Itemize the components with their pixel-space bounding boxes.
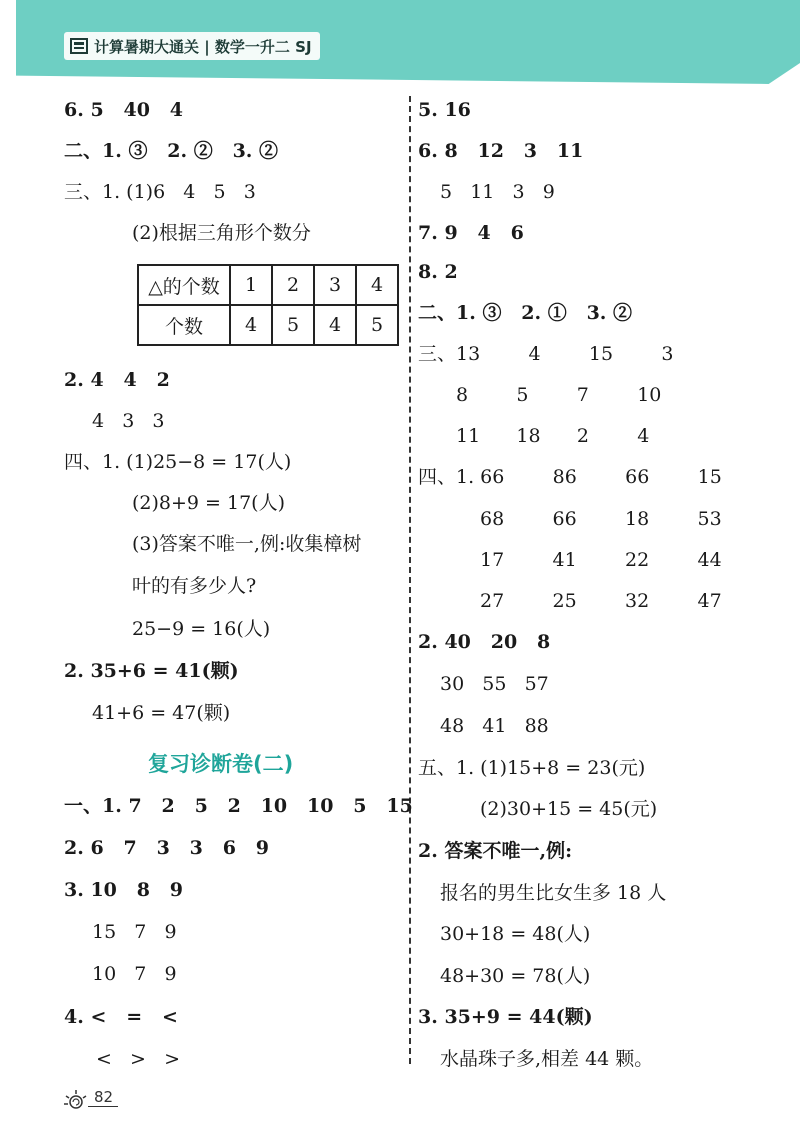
answer-line: < > > — [96, 1048, 180, 1070]
answer-line: 8. 2 — [418, 261, 458, 283]
answer-line: 二、1. ③ 2. ① 3. ② — [418, 302, 633, 324]
page-number: 82 — [94, 1088, 114, 1106]
answer-line: 2. 4 4 2 — [64, 369, 170, 391]
header-title-tag — [64, 32, 320, 60]
table-cell: 5 — [272, 305, 314, 345]
table-cell: 4 — [230, 305, 272, 345]
table-cell: 2 — [272, 265, 314, 305]
answer-line: 6. 5 40 4 — [64, 99, 184, 121]
answer-line: 2. 40 20 8 — [418, 631, 551, 653]
table-cell: 1 — [230, 265, 272, 305]
sun-swirl-icon — [62, 1086, 90, 1114]
answer-line: 41+6 = 47(颗) — [92, 702, 231, 724]
answer-line: 报名的男生比女生多 18 人 — [440, 882, 667, 904]
table-row — [138, 305, 398, 345]
answer-line: 4. < = < — [64, 1006, 178, 1028]
answer-line: 30 55 57 — [440, 673, 549, 695]
table-cell: △的个数 — [138, 265, 230, 305]
answer-line: 48+30 = 78(人) — [440, 965, 591, 987]
header-title: 计算暑期大通关 | 数学一升二 SJ — [94, 37, 312, 56]
answer-line: 8 5 7 10 — [456, 384, 662, 406]
book-icon — [70, 38, 88, 54]
answer-line: 4 3 3 — [92, 410, 165, 432]
table-row — [138, 265, 398, 305]
answer-line: 15 7 9 — [92, 921, 177, 943]
answer-line: 2. 6 7 3 3 6 9 — [64, 837, 269, 859]
answer-line: 17 41 22 44 — [480, 549, 722, 571]
answer-line: 48 41 88 — [440, 715, 549, 737]
answer-line: 5 11 3 9 — [440, 181, 555, 203]
answer-line: 三、13 4 15 3 — [418, 343, 674, 365]
footer-rule — [88, 1106, 118, 1107]
answer-line: 叶的有多少人? — [132, 575, 257, 597]
answer-line: (2)根据三角形个数分 — [132, 222, 311, 244]
answer-line: 27 25 32 47 — [480, 590, 722, 612]
answer-line: 5. 16 — [418, 99, 471, 121]
answer-line: 68 66 18 53 — [480, 508, 722, 530]
answer-line: 11 18 2 4 — [456, 425, 650, 447]
answer-line: (2)8+9 = 17(人) — [132, 492, 286, 514]
answer-line: 3. 10 8 9 — [64, 879, 184, 901]
answer-line: 6. 8 12 3 11 — [418, 140, 584, 162]
column-divider — [409, 96, 411, 1064]
table-cell: 5 — [356, 305, 398, 345]
answer-line: 一、1. 7 2 5 2 10 10 5 15 — [64, 795, 413, 817]
section-title: 复习诊断卷(二) — [148, 752, 294, 776]
table-cell: 4 — [314, 305, 356, 345]
answer-line: 3. 35+9 = 44(颗) — [418, 1006, 593, 1028]
answer-line: 五、1. (1)15+8 = 23(元) — [418, 757, 646, 779]
table-cell: 4 — [356, 265, 398, 305]
triangle-count-table — [137, 264, 399, 346]
answer-line: 二、1. ③ 2. ② 3. ② — [64, 140, 279, 162]
answer-line: (3)答案不唯一,例:收集樟树 — [132, 533, 362, 555]
answer-line: 25−9 = 16(人) — [132, 618, 271, 640]
answer-line: 四、1. 66 86 66 15 — [418, 466, 722, 488]
answer-line: 水晶珠子多,相差 44 颗。 — [440, 1048, 654, 1070]
answer-line: 10 7 9 — [92, 963, 177, 985]
answer-line: 四、1. (1)25−8 = 17(人) — [64, 451, 292, 473]
answer-line: 三、1. (1)6 4 5 3 — [64, 181, 256, 203]
answer-line: (2)30+15 = 45(元) — [480, 798, 658, 820]
answer-line: 7. 9 4 6 — [418, 222, 524, 244]
answer-line: 2. 答案不唯一,例: — [418, 840, 573, 862]
table-cell: 3 — [314, 265, 356, 305]
table-cell: 个数 — [138, 305, 230, 345]
answer-line: 30+18 = 48(人) — [440, 923, 591, 945]
answer-line: 2. 35+6 = 41(颗) — [64, 660, 239, 682]
